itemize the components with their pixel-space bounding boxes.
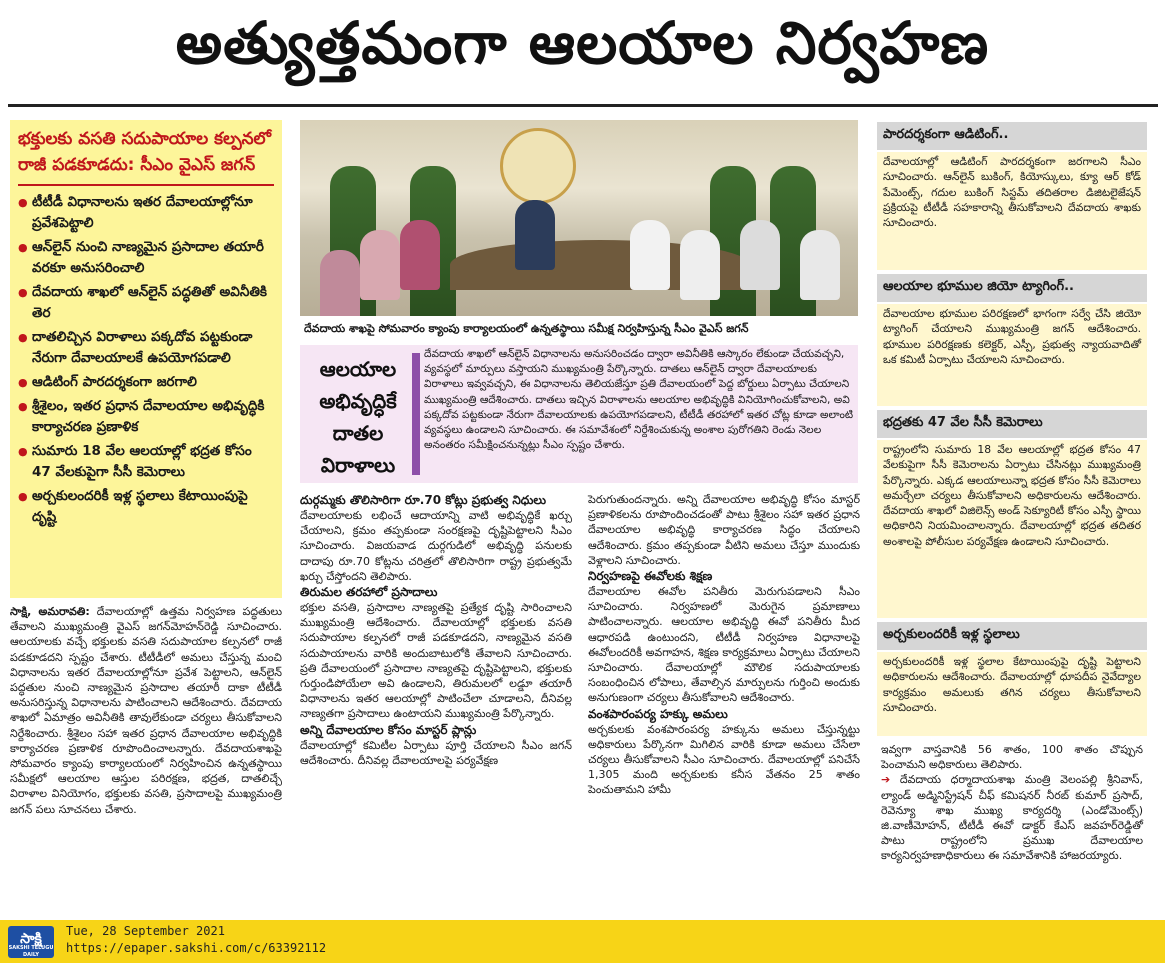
person-figure bbox=[400, 220, 440, 290]
subheading: తిరుమల తరహాలో ప్రసాదాలు bbox=[300, 585, 438, 600]
photo-caption: దేవదాయ శాఖపై సోమవారం క్యాంపు కార్యాలయంలో ఉన్నతస్థాయి సమీక్ష నిర్వహిస్తున్న సీఎం వైఎస్ జగన్ bbox=[304, 322, 749, 335]
headline: అత్యుత్తమంగా ఆలయాల నిర్వహణ bbox=[175, 8, 990, 77]
highlight-item: ● శ్రీశైలం, ఇతర ప్రధాన దేవాలయాల అభివృద్ధికి కార్యాచరణ ప్రణాళిక bbox=[18, 396, 274, 438]
section-text: దేవాలయాల భూముల పరిరక్షణలో భాగంగా సర్వే చేసి జియో ట్యాగింగ్ చేయాలని ముఖ్యమంత్రి జగన్ ఆదేశించారు. భూముల పరిరక్షణకు కలెక్టర్, ఎస్పీ, ప్రభుత్వ న్యాయవాదితో ఒక కమిటీ ఏర్పాటు చేయాలని సూచించారు. bbox=[877, 304, 1147, 406]
subheading: అన్ని దేవాలయాల కోసం మాస్టర్ ప్లాన్లు bbox=[300, 722, 477, 737]
paragraph: భక్తుల వసతి, ప్రసాదాల నాణ్యతపై ప్రత్యేక దృష్టి సారించాలని ముఖ్యమంత్రి ఆదేశించారు. దేవాలయాల్లో భక్తులకు వసతి సదుపాయాల కల్పనలో రాజీ పడకూడదని, నాణ్యమైన వసతి సదుపాయాలను వారికి అందుబాటులోకి తేవాలని సూచించారు. ప్రతి దేవాలయంలో ప్రసాదాల నాణ్యతపై దృష్టిపెట్టాలని, భక్తులకు గుర్తుండిపోయేలా అవి ఉండాలని, తిరుమలలో లడ్డూ తయారీ విధానాలను ఇతర ఆలయాల్లో పాటించేలా చూడాలని, దీనివల్ల నాణ్యతగా ప్రసాదాలు ఉంటాయని ముఖ్యమంత్రి పేర్కొన్నారు. bbox=[300, 601, 572, 721]
highlight-item: ● సుమారు 18 వేల ఆలయాల్లో భద్రత కోసం 47 వేలకుపైగా సీసీ కెమెరాలు bbox=[18, 441, 274, 483]
person-figure bbox=[740, 220, 780, 290]
section-text: రాష్ట్రంలోని సుమారు 18 వేల ఆలయాల్లో భద్రత కోసం 47 వేలకుపైగా సీసీ కెమెరాలను ఏర్పాటు చేసినట్లు ముఖ్యమంత్రి పేర్కొన్నారు. ఎక్కడ ఆలయాలున్నా భద్రత కోసం సీసీ కెమెరాలు అమర్చేలా చర్యలు తీసుకోవాలని అధికారులను ఆదేశించారు. దేవదాయ శాఖలో విజిలెన్స్ అండ్ సెక్యూరిటీ కోసం ఎస్పీ స్థాయి అధికారిని నియమించాలన్నారు. దేవాలయాల్లో భద్రత తదితర అంశాలపై పోలీసుల పర్యవేక్షణ ఉండాలని సూచించారు. bbox=[877, 440, 1147, 618]
dateline: సాక్షి, అమరావతి: bbox=[10, 605, 90, 618]
highlights-list bbox=[18, 192, 274, 528]
person-figure bbox=[360, 230, 400, 300]
section-heading: భద్రతకు 47 వేల సీసీ కెమెరాలు bbox=[877, 410, 1147, 438]
arrow-icon: ➔ bbox=[881, 773, 891, 787]
meeting-photo bbox=[300, 120, 858, 316]
highlight-item: ● అర్చకులందరికీ ఇళ్ల స్థలాలు కేటాయింపుపై దృష్టి bbox=[18, 486, 274, 528]
epaper-url[interactable]: https://epaper.sakshi.com/c/63392112 bbox=[66, 941, 327, 955]
paragraph: పెరుగుతుందన్నారు. అన్ని దేవాలయాల అభివృద్ధి కోసం మాస్టర్ ప్రణాళికలను రూపొందించడంతో పాటు శ్రీశైలం సహా ఇతర ప్రధాన దేవాలయాల అభివృద్ధి కార్యాచరణ సిద్ధం చేయాలని ఆదేశించారు. క్రమం తప్పకుండా వీటిని అమలు చేస్తూ ముందుకు వెళ్లాలని సూచించారు. bbox=[588, 493, 860, 567]
paragraph: దేవాలయాల ఈవోల పనితీరు మెరుగుపడాలని సీఎం సూచించారు. నిర్వహణలో మెరుగైన ప్రమాణాలు పాటించాలన్నారు. ఆలయాల అభివృద్ధి ఈవో పనితీరు మీద ఆధారపడి ఉంటుందని, టీటీడీ నిర్వహణ విధానాలపై ఈవోలందరికీ అవగాహన, శిక్షణ కార్యక్రమాలు ఏర్పాటు చేయాలని సూచించారు. దేవాలయాల్లో మౌలిక సదుపాయాలకు సంబంధించిన లోపాలు, తేవాల్సిన మార్పులను గుర్తించి అందుకు అనుగుణంగా చర్యలు తీసుకోవాలని ఆదేశించారు. bbox=[588, 585, 860, 705]
highlight-item: ● దాతలిచ్చిన విరాళాలు పక్కదోవ పట్టకుండా నేరుగా దేవాలయాలకే ఉపయోగపడాలి bbox=[18, 327, 274, 369]
highlight-item: ● ఆన్‌లైన్ నుంచి నాణ్యమైన ప్రసాదాల తయారీ వరకూ అనుసరించాలి bbox=[18, 237, 274, 279]
footer-bar bbox=[0, 920, 1165, 963]
state-emblem-icon bbox=[500, 128, 576, 204]
paragraph: ➔ దేవదాయ ధర్మాదాయశాఖ మంత్రి వెలంపల్లి శ్రీనివాస్, ల్యాండ్ అడ్మినిస్ట్రేషన్ చీఫ్ కమిషనర్ నీరబ్ కుమార్ ప్రసాద్, రెవెన్యూ శాఖ ముఖ్య కార్యదర్శి (ఎండోమెంట్స్) జి.వాణీమోహన్, టీటీడీ ఈవో డాక్టర్ కేఎస్ జవహర్‌రెడ్డితో పాటు రాష్ట్రంలోని ప్రముఖ దేవాలయాల కార్యనిర్వహణాధికారులు ఈ సమావేశానికి హాజరయ్యారు. bbox=[881, 773, 1143, 863]
section-heading: పారదర్శకంగా ఆడిటింగ్.. bbox=[877, 122, 1147, 150]
donations-box-accent bbox=[412, 353, 420, 475]
paragraph: ఇవ్వగా వాస్తవానికి 56 శాతం, 100 శాతం చొప్పున పెంచామని అధికారులు తెలిపారు. bbox=[881, 743, 1143, 772]
article-column-2 bbox=[300, 492, 572, 914]
donations-box bbox=[300, 345, 858, 483]
highlight-item: ● టీటీడీ విధానాలను ఇతర దేవాలయాల్లోనూ ప్రవేశపెట్టాలి bbox=[18, 192, 274, 234]
subheading: దుర్గమ్మకు తొలిసారిగా రూ.70 కోట్లు ప్రభుత్వ నిధులు bbox=[300, 493, 547, 507]
donations-box-title: ఆలయాల అభివృద్ధికే దాతల విరాళాలు bbox=[319, 357, 397, 477]
paragraph: దేవాలయాలకు లభించే ఆదాయాన్ని వాటి అభివృద్ధికే ఖర్చు చేయాలని, క్రమం తప్పకుండా సంరక్షణపై దృష్టిపెట్టాలని సీఎం సూచించారు. విజయవాడ దుర్గగుడిలో అభివృద్ధి పనులకు దాదాపు రూ.70 కోట్లను చరిత్రలో తొలిసారిగా రాష్ట్ర ప్రభుత్వమే ఖర్చు చేస్తోందని తెలిపారు. bbox=[300, 509, 572, 583]
person-figure bbox=[515, 200, 555, 270]
person-figure bbox=[680, 230, 720, 300]
person-figure bbox=[800, 230, 840, 300]
person-figure bbox=[320, 250, 360, 316]
column-1-text: సాక్షి, అమరావతి: దేవాలయాల్లో ఉత్తమ నిర్వహణ పద్ధతులు తేవాలని ముఖ్యమంత్రి వైఎస్ జగన్‌మోహన్‌రెడ్డి సూచించారు. ఆలయాలకు వచ్చే భక్తులకు వసతి సదుపాయాల కల్పనలో రాజీ పడకూడదని స్పష్టం చేశారు. టీటీడీలో అమలు చేస్తున్న మంచి విధానాలను ఇతర దేవాలయాల్లోనూ ప్రవేశ పెట్టాలని, ఆన్‌లైన్ పద్ధతుల నుంచి నాణ్యమైన ప్రసాదాల తయారీ దాకా టీటీడీ అనుసరిస్తున్న విధానాలను పాటించాలని ఆదేశించారు. దేవదాయ శాఖలో ఏమాత్రం అవినీతికి తావులేకుండా చర్యలు తీసుకోవాలని నిర్దేశించారు. శ్రీశైలం సహా ఇతర ప్రధాన దేవాలయాల అభివృద్ధికి కార్యాచరణ ప్రణాళిక రూపొందించాలన్నారు. దేవదాయశాఖపై సోమవారం క్యాంపు కార్యాలయంలో నిర్వహించిన ఉన్నతస్థాయి సమీక్షలో ఆలయాల ఆస్తుల పరిరక్షణ, భద్రత, దాతలిచ్చే విరాళాల వినియోగం, భక్తులకు వసతి, ప్రసాదాలపై ముఖ్యమంత్రి జగన్ పలు సూచనలు చేశారు. bbox=[10, 605, 283, 816]
section-text: దేవాలయాల్లో ఆడిటింగ్ పారదర్శకంగా జరగాలని సీఎం సూచించారు. ఆన్‌లైన్ బుకింగ్, కియోస్కులు, క్యూ ఆర్ కోడ్ పేమెంట్స్, గదుల బుకింగ్ సిస్టమ్ తదితరాల డిజిటలైజేషన్ ప్రక్రియపై టీటీడీ సహకారాన్ని తీసుకోవాలని దేవదాయ శాఖకు సూచించారు. bbox=[877, 152, 1147, 270]
paragraph: అర్చకులకు వంశపారంపర్య హక్కును అమలు చేస్తున్నట్టు అధికారులు పేర్కొనగా మిగిలిన వారికి కూడా అమలు చేసేలా చర్యలు తీసుకోవాలని సీఎం సూచించారు. దేవాలయాల్లో పనిచేసే 1,305 మంది అర్చకులకు కనీస వేతనం 25 శాతం పెంచుతామని హామీ bbox=[588, 722, 860, 797]
publish-date: Tue, 28 September 2021 bbox=[66, 924, 225, 938]
highlight-item: ● ఆడిటింగ్ పారదర్శకంగా జరగాలి bbox=[18, 372, 274, 393]
highlights-box bbox=[10, 120, 282, 598]
donations-box-text: దేవదాయ శాఖలో ఆన్‌లైన్ విధానాలను అనుసరించడం ద్వారా అవినీతికి ఆస్కారం లేకుండా చేయవచ్చని, వ్యవస్థలో మార్పులు వస్తాయని ముఖ్యమంత్రి పేర్కొన్నారు. దాతలు ఆన్‌లైన్ ద్వారా దేవాలయాలకు విరాళాలు ఇవ్వవచ్చని, ఈ విధానాలను తెలియజేస్తూ ప్రతి దేవాలయంలో పెద్ద బోర్డులు ఏర్పాటు చేయాలని ముఖ్యమంత్రి ఆదేశించారు. దాతలు ఇచ్చిన విరాళాలను ఆలయాల అభివృద్ధికి వినియోగించుకోవాలని, అవి పక్కదోవ పట్టకుండా నేరుగా దేవాలయాలకు ఉపయోగపడాలని, టీటీడీ తరహాలో ఇతర చోట్ల కూడా అలాంటి వ్యవస్థలు ఉండాలని సూచించారు. ఈ సమావేశంలో నిర్దేశించుకున్న అంశాల పురోగతిని రెండు నెలల అనంతరం సమీక్షించనున్నట్లు సీఎం స్పష్టం చేశారు. bbox=[424, 348, 854, 452]
highlight-item: ● దేవదాయ శాఖలో ఆన్‌లైన్ పద్ధతితో అవినీతికి తెర bbox=[18, 282, 274, 324]
section-text: అర్చకులందరికీ ఇళ్ల స్థలాల కేటాయింపుపై దృష్టి పెట్టాలని అధికారులను ఆదేశించారు. దేవాలయాల్లో ధూపదీప నైవేద్యాల కార్యక్రమం అమలుకు తగిన చర్యలు తీసుకోవాలని సూచించారు. bbox=[877, 652, 1147, 736]
paragraph: దేవాలయాల్లో కమిటీల ఏర్పాటు పూర్తి చేయాలని సీఎం జగన్ ఆదేశించారు. దీనివల్ల దేవాలయాలపై పర్యవేక్షణ bbox=[300, 738, 572, 767]
article-column-4 bbox=[877, 742, 1147, 914]
article-column-1 bbox=[10, 604, 282, 914]
section-heading: ఆలయాల భూముల జియో ట్యాగింగ్.. bbox=[877, 274, 1147, 302]
subheading: నిర్వహణపై ఈవోలకు శిక్షణ bbox=[588, 569, 713, 584]
article-column-3 bbox=[588, 492, 860, 914]
sakshi-logo: సాక్షి SAKSHI TELUGU DAILY bbox=[8, 926, 54, 958]
headline-divider bbox=[8, 104, 1158, 107]
section-heading: అర్చకులందరికీ ఇళ్ల స్థలాలు bbox=[877, 622, 1147, 650]
person-figure bbox=[630, 220, 670, 290]
subheading: వంశపారంపర్య హక్కు అమలు bbox=[588, 706, 728, 721]
highlights-title: భక్తులకు వసతి సదుపాయాల కల్పనలో రాజీ పడకూడదు: సీఎం వైఎస్ జగన్ bbox=[18, 126, 274, 186]
